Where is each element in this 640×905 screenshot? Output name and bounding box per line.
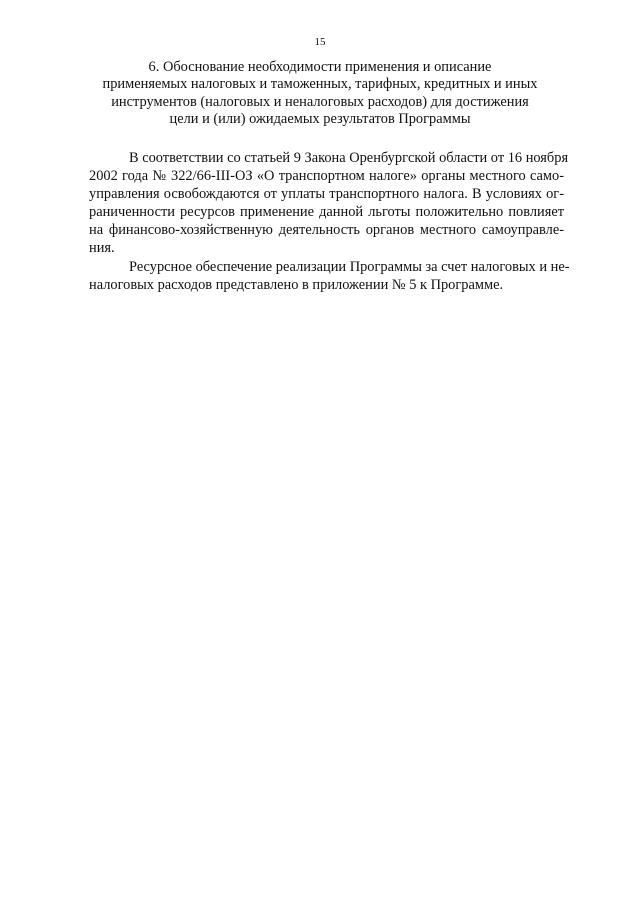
paragraph-line: раниченности ресурсов применение данной льготы положительно повлияет — [89, 204, 564, 221]
section-heading-line: цели и (или) ожидаемых результатов Программы — [169, 110, 471, 127]
paragraph-line: управления освобождаются от уплаты транспортного налога. В условиях ог- — [89, 186, 564, 203]
page-number: 15 — [314, 36, 326, 48]
paragraph-line: 2002 года № 322/66-III-ОЗ «О транспортном налоге» органы местного само- — [89, 168, 564, 185]
section-heading-line: применяемых налоговых и таможенных, тарифных, кредитных и иных — [102, 76, 538, 93]
section-heading — [100, 59, 540, 128]
paragraph-line: на финансово-хозяйственную деятельность органов местного самоуправле- — [89, 222, 564, 239]
paragraph-transport-tax-exemption — [89, 149, 569, 258]
section-heading-line: 6. Обоснование необходимости применения и описание — [148, 59, 492, 75]
body-text — [89, 149, 570, 294]
paragraph-line: ния. — [89, 240, 115, 257]
paragraph-line: Ресурсное обеспечение реализации Программы за счет налоговых и не- — [129, 258, 570, 275]
section-heading-line: инструментов (налоговых и неналоговых расходов) для достижения — [111, 93, 529, 110]
paragraph-resource-provision — [89, 258, 570, 294]
paragraph-line: В соответствии со статьей 9 Закона Оренбургской области от 16 ноября — [129, 150, 569, 166]
paragraph-line: налоговых расходов представлено в приложении № 5 к Программе. — [89, 276, 504, 293]
